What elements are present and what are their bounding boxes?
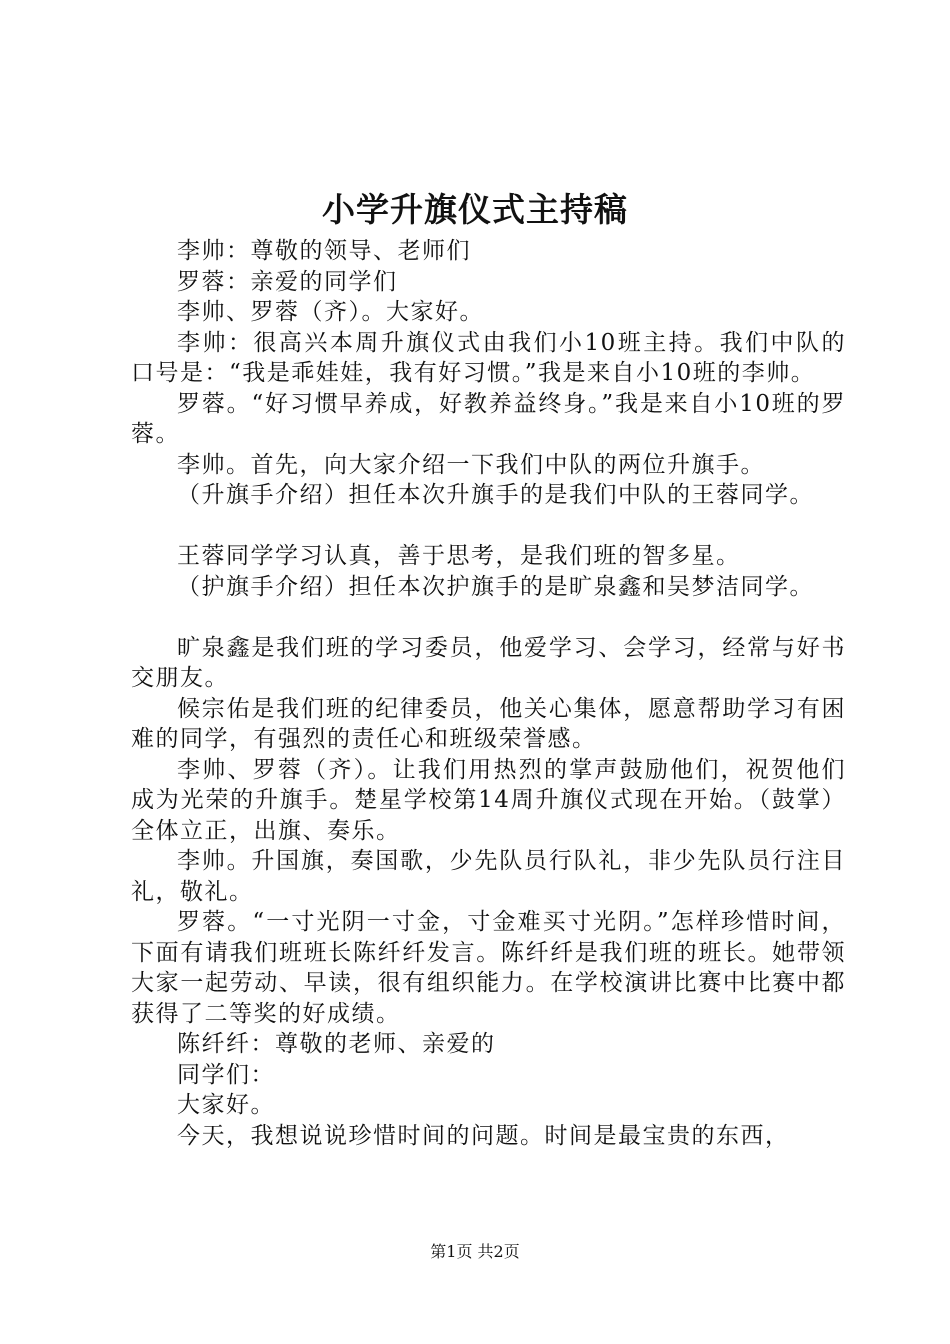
page-footer: 第1页 共2页 bbox=[430, 1242, 520, 1261]
paragraph: 李帅。首先，向大家介绍一下我们中队的两位升旗手。 bbox=[177, 451, 765, 478]
paragraph: 李帅。升国旗，奏国歌，少先队员行队礼，非少先队员行注目礼，敬礼。 bbox=[131, 848, 846, 905]
paragraph: 罗蓉：亲爱的同学们 bbox=[177, 268, 398, 295]
paragraph: 罗蓉。“一寸光阴一寸金，寸金难买寸光阴。”怎样珍惜时间，下面有请我们班班长陈纤纤发言。陈纤纤是我们班的班长。她带领大家一起劳动、早读，很有组织能力。在学校演讲比赛中比赛中都获得了二等奖的好成绩。 bbox=[131, 909, 846, 1027]
paragraph: 候宗佑是我们班的纪律委员，他关心集体，愿意帮助学习有困难的同学，有强烈的责任心和班级荣誉感。 bbox=[131, 695, 846, 752]
paragraph: 陈纤纤：尊敬的老师、亲爱的 bbox=[177, 1031, 496, 1057]
paragraph: 李帅、罗蓉（齐）。让我们用热烈的掌声鼓励他们，祝贺他们成为光荣的升旗手。楚星学校第14周升旗仪式现在开始。（鼓掌）全体立正，出旗、奏乐。 bbox=[131, 756, 846, 844]
paragraph: 大家好。 bbox=[177, 1092, 275, 1118]
paragraph: 王蓉同学学习认真，善于思考，是我们班的智多星。 bbox=[177, 543, 741, 569]
paragraph: 同学们： bbox=[177, 1061, 275, 1088]
paragraph: 罗蓉。“好习惯早养成，好教养益终身。”我是来自小10班的罗蓉。 bbox=[131, 390, 846, 447]
paragraph: 李帅：尊敬的领导、老师们 bbox=[177, 238, 471, 264]
paragraph: 李帅、罗蓉（齐）。大家好。 bbox=[177, 299, 484, 325]
document-title: 小学升旗仪式主持稿 bbox=[322, 190, 628, 229]
paragraph: 李帅：很高兴本周升旗仪式由我们小10班主持。我们中队的口号是：“我是乖娃娃，我有好习惯。”我是来自小10班的李帅。 bbox=[131, 329, 846, 386]
paragraph: （护旗手介绍）担任本次护旗手的是旷泉鑫和吴梦洁同学。 bbox=[177, 573, 814, 600]
paragraph: 今天，我想说说珍惜时间的问题。时间是最宝贵的东西， bbox=[177, 1122, 790, 1149]
paragraph: （升旗手介绍）担任本次升旗手的是我们中队的王蓉同学。 bbox=[177, 482, 814, 508]
paragraph: 旷泉鑫是我们班的学习委员，他爱学习、会学习，经常与好书交朋友。 bbox=[131, 634, 846, 691]
document-body bbox=[131, 236, 846, 1151]
